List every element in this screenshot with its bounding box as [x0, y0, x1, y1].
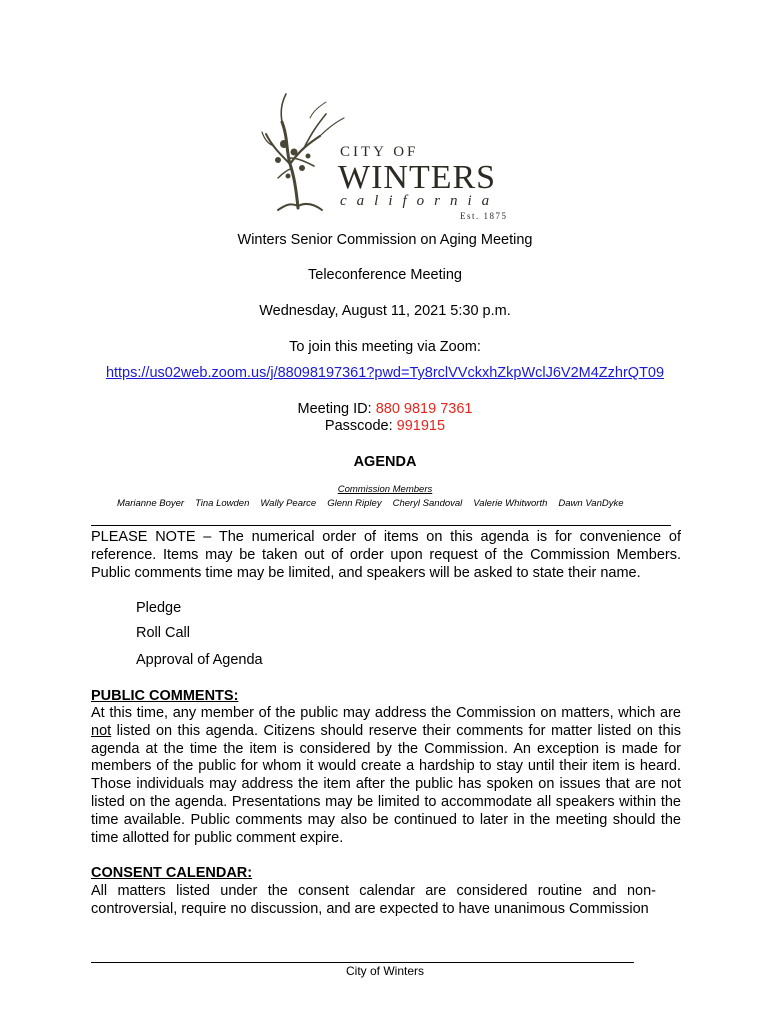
public-comments-not: not — [91, 722, 112, 739]
member-name: Dawn VanDyke — [558, 498, 624, 509]
member-name: Valerie Whitworth — [473, 498, 548, 509]
meeting-id-value: 880 9819 7361 — [375, 401, 473, 417]
meeting-datetime: Wednesday, August 11, 2021 5:30 p.m. — [259, 303, 511, 319]
footer-divider — [91, 962, 634, 963]
passcode — [0, 418, 770, 434]
public-comments-rest: listed on this agenda. Citizens should reserve their comments for matter listed on this agenda at the time the item is considered by the Commission. An exception is made for members of the public for whom it would create a hardship to stay until their item is heard. Those individuals may address the item after the public has spoken on issues that are not listed on the agenda. Presentations may be limited to accommodate all speakers within the time available. Public comments may also be continued to later in the meeting should the time allotted for public comment expire. — [91, 722, 681, 846]
passcode-label: Passcode: — [324, 418, 397, 434]
zoom-link[interactable]: https://us02web.zoom.us/j/88098197361?pwd=Ty8rclVVckxhZkpWclJ6V2M4ZzhrQT09 — [105, 365, 665, 381]
zoom-prompt: To join this meeting via Zoom: — [289, 339, 481, 355]
member-name: Marianne Boyer — [117, 498, 185, 509]
logo-established: Est. 1875 — [460, 211, 508, 221]
agenda-item-pledge: Pledge — [136, 600, 182, 616]
passcode-value: 991915 — [396, 418, 446, 434]
public-comments-intro: At this time, any member of the public may address the Commission on matters, which are — [91, 705, 681, 721]
public-comments-heading: PUBLIC COMMENTS: — [91, 688, 239, 704]
logo-california: california — [340, 193, 500, 209]
member-name: Glenn Ripley — [327, 498, 382, 509]
meeting-id-label: Meeting ID: — [297, 401, 376, 417]
agenda-item-approval: Approval of Agenda — [136, 652, 263, 668]
consent-calendar-text: All matters listed under the consent calendar are considered routine and non-controversial, require no discussion, and are expected to have unanimous Commission — [91, 883, 656, 917]
agenda-item-roll-call: Roll Call — [136, 625, 190, 641]
city-logo — [260, 88, 530, 223]
commission-members-list — [117, 498, 635, 509]
member-name: Tina Lowden — [195, 498, 250, 509]
logo-city-of: CITY OF — [340, 144, 419, 160]
divider — [91, 525, 671, 526]
public-comments-text — [91, 705, 681, 847]
consent-calendar-heading: CONSENT CALENDAR: — [91, 865, 253, 881]
please-note: PLEASE NOTE – The numerical order of items on this agenda is for convenience of reference. Items may be taken out of order upon request of the Commission Members. Public comments time may be limited, and speakers will be asked to state their name. — [91, 529, 681, 581]
logo-winters: WINTERS — [338, 159, 497, 196]
member-name: Wally Pearce — [260, 498, 317, 509]
footer-text: City of Winters — [345, 964, 424, 978]
meeting-type: Teleconference Meeting — [308, 267, 462, 283]
commission-members-title: Commission Members — [337, 484, 433, 495]
meeting-id — [0, 401, 770, 417]
tree-icon — [260, 88, 530, 223]
member-name: Cheryl Sandoval — [392, 498, 463, 509]
meeting-title: Winters Senior Commission on Aging Meeting — [237, 232, 533, 248]
agenda-title: AGENDA — [353, 454, 417, 470]
